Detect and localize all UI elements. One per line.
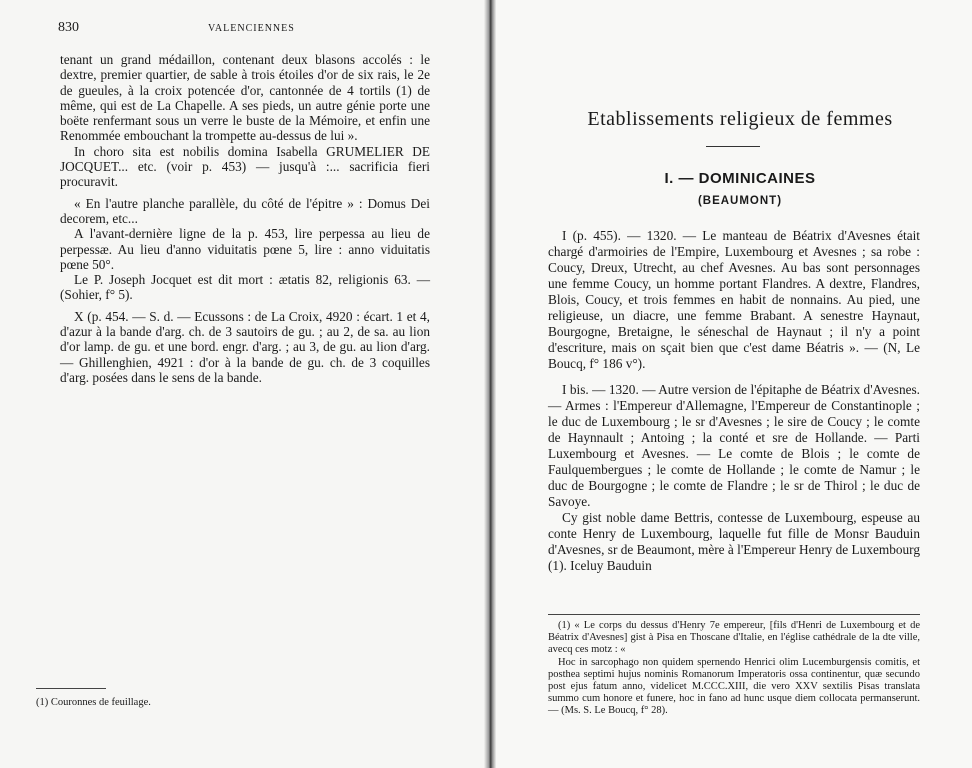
running-head: VALENCIENNES (208, 23, 295, 34)
page-number: 830 (58, 20, 79, 35)
paragraph: I bis. — 1320. — Autre version de l'épitaphe de Béatrix d'Avesnes. — Armes : l'Empereur d'Allemagne, l'Empereur de Constantinople ; le duc de Luxembourg ; le sr d'Avesnes ; le sire de Coucy ; le comte de Haynnault ; Antoing ; la conté et sre de Hollande. — Parti Luxembourg et Avesnes. — Le comte de Blois ; le comte de Faulquembergues ; le comte de Hollande ; le comte de Namur ; le duc de Bourgogne ; le comte de Flandre ; le sr de Thirol ; le duc de Savoye. (548, 382, 920, 509)
paragraph: Le P. Joseph Jocquet est dit mort : ætatis 82, religionis 63. — (Sohier, f° 5). (60, 272, 430, 303)
right-body-text (548, 228, 920, 574)
footnote: (1) « Le corps du dessus d'Henry 7e empereur, [fils d'Henri de Luxembourg et de Béatrix d'Avesnes] gist à Pisa en Thoscane d'Italie, en l'église cathédrale de la dte ville, avecq ces motz : « (548, 620, 920, 656)
left-body-text (60, 52, 430, 385)
paragraph: X (p. 454. — S. d. — Ecussons : de La Croix, 4920 : écart. 1 et 4, d'azur à la bande d'arg. ch. de 3 sautoirs de gu. ; au 2, de sa. au lion d'or lamp. de gu. et une bord. engr. d'arg. ; au 3, de gu. au lion d'arg. — Ghillenghien, 4921 : d'or à la bande de gu. ch. de 3 coquilles d'arg. posées dans le sens de la bande. (60, 308, 430, 385)
paragraph: I (p. 455). — 1320. — Le manteau de Béatrix d'Avesnes était chargé d'armoiries de l'Empire, Luxembourg et Avesnes ; sa robe : Coucy, Dreux, Utrecht, au chef Avesnes. Au bas sont personnages une femme Coucy, un homme portant Flandres. A dextre, Flandres, Blois, Coucy, et trois femmes en habit de nonnains. Au pied, une religieuse, un diacre, une femme Brabant. A senestre Haynaut, Bourgogne, Bretaigne, le séneschal de Haynaut ; il n'y a point d'escriture, mais on sçait bien que c'est dame Béatris ». — (N, Le Boucq, f° 186 v°). (548, 228, 920, 371)
footnote-rule (36, 688, 106, 689)
footnote: Hoc in sarcophago non quidem spernendo Henrici olim Lucemburgensis comitis, et posthea septimi hujus nominis Romanorum Imperatoris ossa continentur, quæ secundo post ejus fatum anno, videlicet M.CCC.XIII, die vero XXV sextilis Pisas translata summo cum honore et funere, hoc in fano ad hunc usque diem collocata permanserunt. — (Ms. S. Le Boucq, f° 28). (548, 656, 920, 717)
subsection-heading: (BEAUMONT) (697, 195, 783, 207)
section-heading: I. — DOMINICAINES (664, 170, 816, 187)
footnotes (548, 620, 920, 718)
footnote-rule (548, 614, 920, 615)
footnote: (1) Couronnes de feuillage. (36, 697, 151, 708)
book-gutter (484, 0, 496, 768)
paragraph: tenant un grand médaillon, contenant deux blasons accolés : le dextre, premier quartier, de sable à trois étoiles d'or de six rais, le 2e de gueules, à la croix potencée d'or, cantonnée de 4 tortils (1) de même, qui est de La Chapelle. A ses pieds, un autre génie porte une boëte renfermant sous un verre le buste de la Mémoire, et enfin une Renommée embouchant la trompette au-dessus de lui ». (60, 52, 430, 144)
paragraph: « En l'autre planche parallèle, du côté de l'épitre » : Domus Dei decorem, etc... (60, 195, 430, 226)
paragraph: A l'avant-dernière ligne de la p. 453, lire perpessa au lieu de perpessæ. Au lieu d'anno viduitatis pœne 5, lire : anno viduitatis pœne 50°. (60, 226, 430, 272)
chapter-title: Etablissements religieux de femmes (587, 108, 893, 130)
title-rule (706, 146, 760, 147)
paragraph: In choro sita est nobilis domina Isabella GRUMELIER DE JOCQUET... etc. (voir p. 453) — jusqu'à :... sacrificia fieri procuravit. (60, 143, 430, 190)
paragraph: Cy gist noble dame Bettris, contesse de Luxembourg, espeuse au conte Henry de Luxembourg, laquelle fut fille de Monsr Bauduin d'Avesnes, sr de Beaumont, mère à l'Empereur Henry de Luxembourg (1). Iceluy Bauduin (548, 510, 920, 573)
